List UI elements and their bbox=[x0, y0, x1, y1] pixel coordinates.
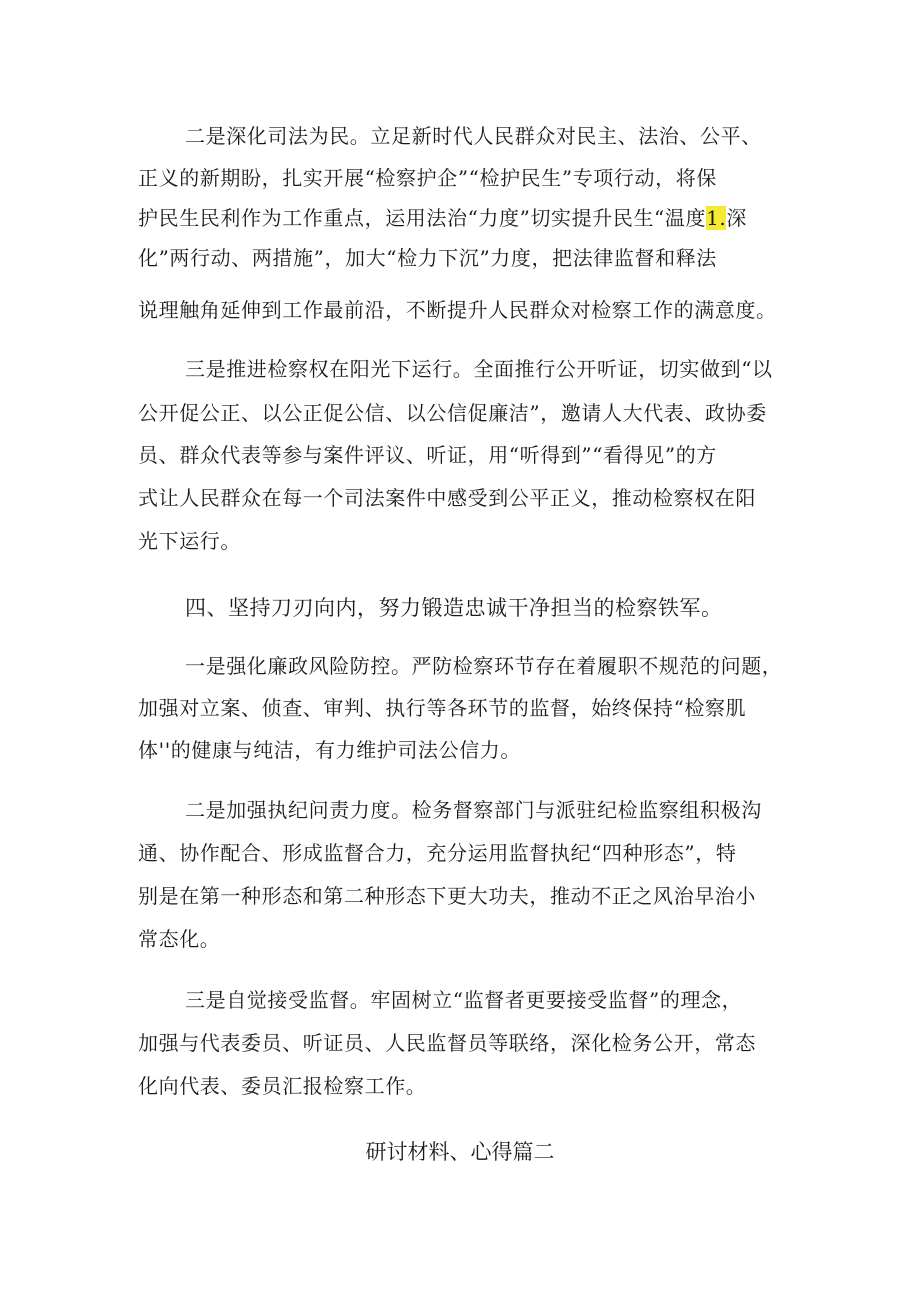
text-segment: 深 bbox=[726, 206, 747, 230]
text-line: 一是强化廉政风险防控。严防检察环节存在着履职不规范的问题， bbox=[185, 654, 783, 678]
text-line: 公开促公正、以公正促公信、以公信促廉洁”，邀请人大代表、政协委 bbox=[138, 401, 767, 425]
text-line: 化向代表、委员汇报检察工作。 bbox=[138, 1074, 427, 1098]
highlighted-mark: 1. bbox=[706, 206, 727, 230]
text-line: 三是推进检察权在阳光下运行。全面推行公开听证，切实做到“以 bbox=[185, 357, 773, 381]
section-heading: 四、坚持刀刃向内，努力锻造忠诚干净担当的检察铁军。 bbox=[185, 596, 723, 620]
text-line: 通、协作配合、形成监督合力，充分运用监督执纪“四种形态”，特 bbox=[138, 841, 737, 865]
text-line: 常态化。 bbox=[138, 927, 221, 951]
part-title: 研讨材料、心得篇二 bbox=[365, 1140, 555, 1164]
text-line bbox=[138, 204, 838, 232]
text-line: 别是在第一种形态和第二种形态下更大功夫，推动不正之风治早治小 bbox=[138, 884, 756, 908]
text-line: 二是深化司法为民。立足新时代人民群众对民主、法治、公平、 bbox=[185, 124, 762, 148]
text-line: 体''的健康与纯洁，有力维护司法公信力。 bbox=[138, 738, 521, 762]
text-line: 二是加强执纪问责力度。检务督察部门与派驻纪检监察组积极沟 bbox=[185, 798, 762, 822]
text-line: 加强对立案、侦查、审判、执行等各环节的监督，始终保持“检察肌 bbox=[138, 696, 747, 720]
text-line: 说理触角延伸到工作最前沿，不断提升人民群众对检察工作的满意度。 bbox=[138, 298, 777, 322]
text-line: 化”两行动、两措施”，加大“检力下沉”力度，把法律监督和释法 bbox=[138, 246, 717, 270]
text-line: 光下运行。 bbox=[138, 529, 241, 553]
text-line: 三是自觉接受监督。牢固树立“监督者更要接受监督”的理念， bbox=[185, 988, 743, 1012]
text-line: 加强与代表委员、听证员、人民监督员等联络，深化检务公开，常态 bbox=[138, 1031, 756, 1055]
text-line: 员、群众代表等参与案件评议、听证，用“听得到”“看得见”的方 bbox=[138, 443, 717, 467]
text-segment: 护民生民利作为工作重点，运用法治“力度”切实提升民生“温度 bbox=[138, 206, 707, 230]
text-line: 正义的新期盼，扎实开展“检察护企”“检护民生”专项行动，将保 bbox=[138, 166, 717, 190]
text-line: 式让人民群众在每一个司法案件中感受到公平正义，推动检察权在阳 bbox=[138, 486, 756, 510]
